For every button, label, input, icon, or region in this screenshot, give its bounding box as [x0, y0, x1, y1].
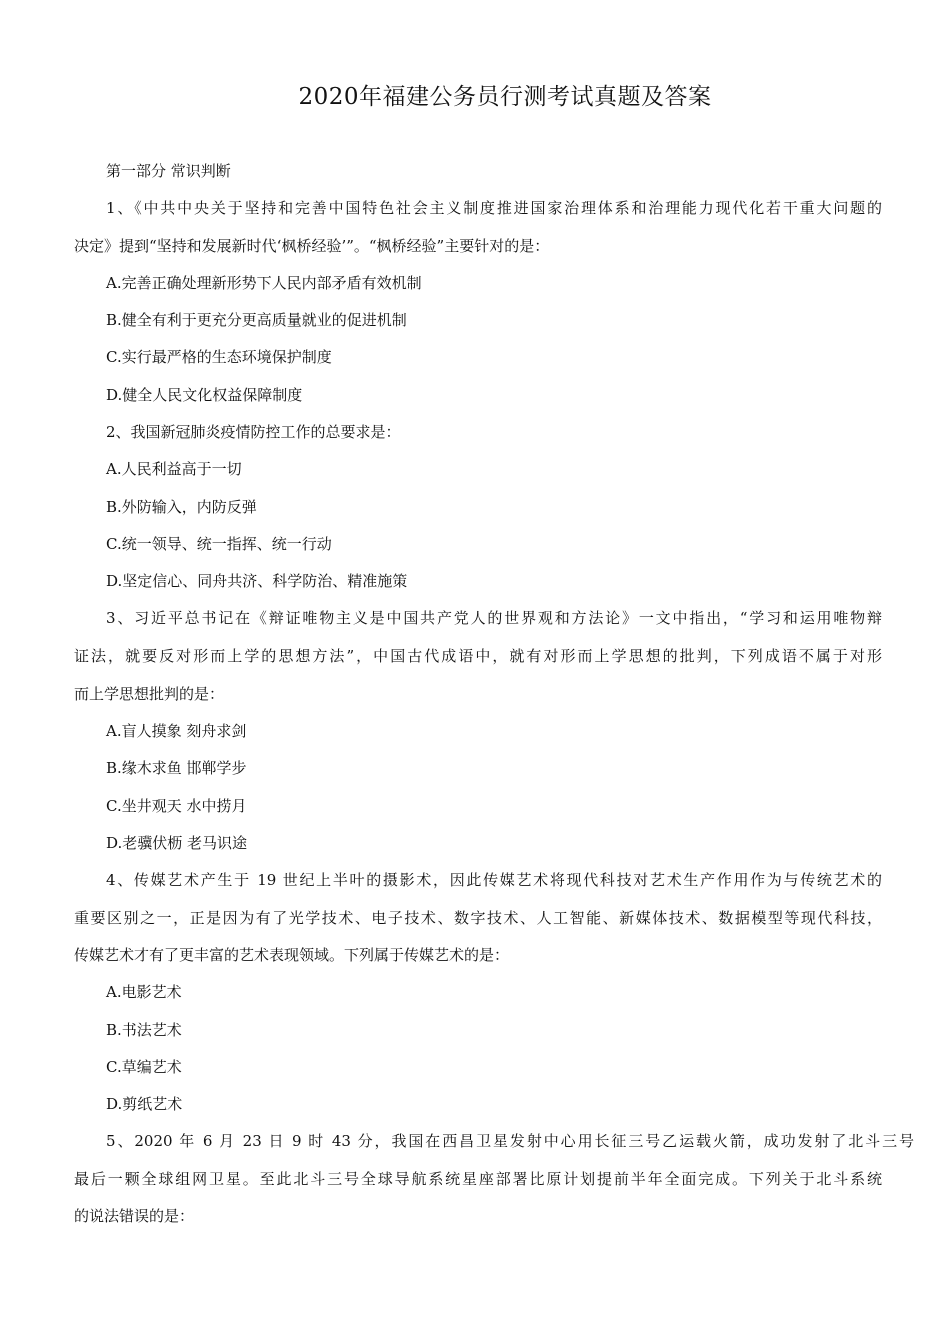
question-1-option-d: D.健全人民文化权益保障制度 — [106, 386, 303, 404]
section-heading: 第一部分 常识判断 — [106, 162, 231, 180]
question-1-stem-line-1: 1、《中共中央关于坚持和完善中国特色社会主义制度推进国家治理体系和治理能力现代化若干重大问题的 — [106, 199, 882, 217]
question-1-option-c: C.实行最严格的生态环境保护制度 — [106, 348, 332, 366]
question-3-stem-line-1: 3、习近平总书记在《辩证唯物主义是中国共产党人的世界观和方法论》一文中指出，“学习和运用唯物辩 — [106, 609, 882, 627]
question-4-option-d: D.剪纸艺术 — [106, 1095, 183, 1113]
question-3-stem-line-3: 而上学思想批判的是： — [74, 685, 225, 703]
question-3-option-b: B.缘木求鱼 邯郸学步 — [106, 759, 247, 777]
question-4-option-b: B.书法艺术 — [106, 1021, 182, 1039]
page-title: 2020年福建公务员行测考试真题及答案 — [298, 84, 712, 110]
question-5-stem-line-1: 5、2020 年 6 月 23 日 9 时 43 分，我国在西昌卫星发射中心用长征三号乙运载火箭，成功发射了北斗三号 — [106, 1132, 914, 1150]
question-3-stem-line-2: 证法，就要反对形而上学的思想方法”，中国古代成语中，就有对形而上学思想的批判，下列成语不属于对形 — [74, 647, 882, 665]
question-1-option-a: A.完善正确处理新形势下人民内部矛盾有效机制 — [106, 274, 422, 292]
question-2-option-c: C.统一领导、统一指挥、统一行动 — [106, 535, 332, 553]
question-5-stem-line-3: 的说法错误的是： — [74, 1207, 195, 1225]
question-4-option-c: C.草编艺术 — [106, 1058, 182, 1076]
question-1-option-b: B.健全有利于更充分更高质量就业的促进机制 — [106, 311, 407, 329]
question-4-stem-line-3: 传媒艺术才有了更丰富的艺术表现领域。下列属于传媒艺术的是： — [74, 946, 510, 964]
question-3-option-c: C.坐井观天 水中捞月 — [106, 797, 247, 815]
question-3-option-a: A.盲人摸象 刻舟求剑 — [106, 722, 247, 740]
question-4-stem-line-2: 重要区别之一，正是因为有了光学技术、电子技术、数字技术、人工智能、新媒体技术、数据模型等现代科技， — [74, 909, 882, 927]
question-2-stem-line-1: 2、我国新冠肺炎疫情防控工作的总要求是： — [106, 423, 401, 441]
question-2-option-a: A.人民利益高于一切 — [106, 460, 242, 478]
question-2-option-d: D.坚定信心、同舟共济、科学防治、精准施策 — [106, 572, 408, 590]
question-2-option-b: B.外防输入，内防反弹 — [106, 498, 257, 516]
question-4-stem-line-1: 4、传媒艺术产生于 19 世纪上半叶的摄影术，因此传媒艺术将现代科技对艺术生产作用作为与传统艺术的 — [106, 871, 882, 889]
question-5-stem-line-2: 最后一颗全球组网卫星。至此北斗三号全球导航系统星座部署比原计划提前半年全面完成。下列关于北斗系统 — [74, 1170, 882, 1188]
question-1-stem-line-2: 决定》提到“坚持和发展新时代‘枫桥经验’”。“枫桥经验”主要针对的是： — [74, 237, 550, 255]
question-3-option-d: D.老骥伏枥 老马识途 — [106, 834, 248, 852]
question-4-option-a: A.电影艺术 — [106, 983, 182, 1001]
